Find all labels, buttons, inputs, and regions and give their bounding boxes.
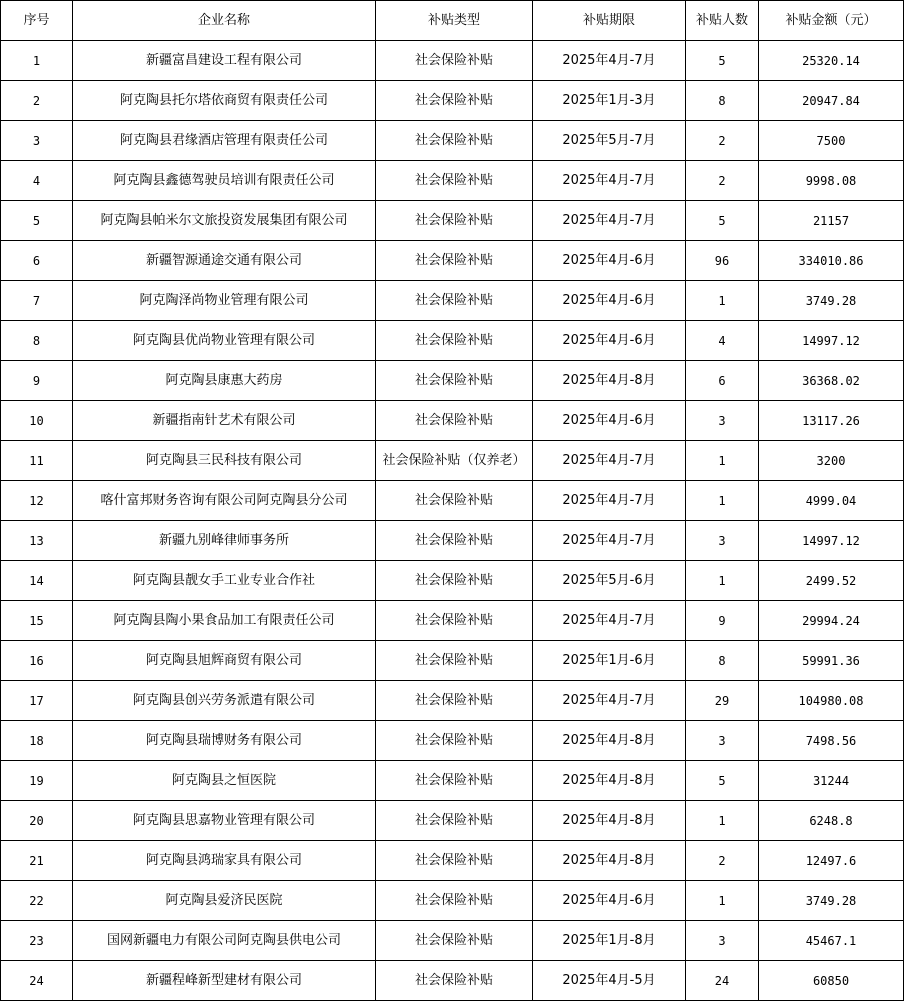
cell-amount: 334010.86 (759, 241, 904, 281)
cell-amount: 14997.12 (759, 521, 904, 561)
cell-people: 3 (686, 521, 759, 561)
cell-people: 3 (686, 401, 759, 441)
cell-company: 新疆指南针艺术有限公司 (73, 401, 376, 441)
cell-period: 2025年1月-8月 (533, 921, 686, 961)
cell-people: 2 (686, 161, 759, 201)
cell-amount: 3749.28 (759, 881, 904, 921)
cell-amount: 9998.08 (759, 161, 904, 201)
cell-period: 2025年4月-6月 (533, 281, 686, 321)
cell-people: 9 (686, 601, 759, 641)
cell-amount: 3749.28 (759, 281, 904, 321)
cell-company: 喀什富邦财务咨询有限公司阿克陶县分公司 (73, 481, 376, 521)
cell-type: 社会保险补贴 (376, 921, 533, 961)
header-people: 补贴人数 (686, 1, 759, 41)
cell-type: 社会保险补贴 (376, 361, 533, 401)
table-row (1, 841, 904, 881)
table-row (1, 761, 904, 801)
table-row (1, 641, 904, 681)
cell-amount: 25320.14 (759, 41, 904, 81)
cell-period: 2025年4月-7月 (533, 201, 686, 241)
cell-period: 2025年4月-7月 (533, 681, 686, 721)
cell-company: 阿克陶县君缘酒店管理有限责任公司 (73, 121, 376, 161)
cell-amount: 60850 (759, 961, 904, 1001)
cell-type: 社会保险补贴 (376, 801, 533, 841)
cell-company: 阿克陶县康惠大药房 (73, 361, 376, 401)
cell-no: 15 (1, 601, 73, 641)
cell-period: 2025年4月-6月 (533, 321, 686, 361)
cell-period: 2025年4月-5月 (533, 961, 686, 1001)
cell-type: 社会保险补贴 (376, 241, 533, 281)
cell-no: 18 (1, 721, 73, 761)
header-company: 企业名称 (73, 1, 376, 41)
cell-no: 1 (1, 41, 73, 81)
table-row (1, 161, 904, 201)
cell-no: 19 (1, 761, 73, 801)
cell-people: 2 (686, 121, 759, 161)
cell-type: 社会保险补贴 (376, 201, 533, 241)
cell-type: 社会保险补贴 (376, 281, 533, 321)
cell-no: 13 (1, 521, 73, 561)
cell-amount: 14997.12 (759, 321, 904, 361)
cell-people: 1 (686, 481, 759, 521)
cell-no: 5 (1, 201, 73, 241)
cell-company: 国网新疆电力有限公司阿克陶县供电公司 (73, 921, 376, 961)
cell-no: 7 (1, 281, 73, 321)
cell-company: 阿克陶县创兴劳务派遣有限公司 (73, 681, 376, 721)
cell-people: 24 (686, 961, 759, 1001)
cell-type: 社会保险补贴 (376, 161, 533, 201)
cell-amount: 6248.8 (759, 801, 904, 841)
cell-amount: 31244 (759, 761, 904, 801)
cell-period: 2025年4月-7月 (533, 521, 686, 561)
cell-people: 5 (686, 201, 759, 241)
cell-period: 2025年4月-8月 (533, 761, 686, 801)
cell-amount: 2499.52 (759, 561, 904, 601)
table-row (1, 601, 904, 641)
cell-company: 阿克陶县鸿瑞家具有限公司 (73, 841, 376, 881)
cell-amount: 3200 (759, 441, 904, 481)
cell-no: 16 (1, 641, 73, 681)
cell-period: 2025年5月-7月 (533, 121, 686, 161)
cell-amount: 7498.56 (759, 721, 904, 761)
cell-period: 2025年4月-8月 (533, 361, 686, 401)
cell-type: 社会保险补贴 (376, 721, 533, 761)
cell-period: 2025年4月-7月 (533, 481, 686, 521)
cell-people: 29 (686, 681, 759, 721)
table-row (1, 921, 904, 961)
cell-no: 17 (1, 681, 73, 721)
cell-people: 1 (686, 281, 759, 321)
cell-people: 6 (686, 361, 759, 401)
cell-company: 阿克陶县瑞博财务有限公司 (73, 721, 376, 761)
cell-no: 2 (1, 81, 73, 121)
cell-type: 社会保险补贴 (376, 641, 533, 681)
cell-type: 社会保险补贴 (376, 521, 533, 561)
cell-period: 2025年1月-6月 (533, 641, 686, 681)
table-row (1, 81, 904, 121)
table-row (1, 881, 904, 921)
cell-amount: 104980.08 (759, 681, 904, 721)
table-body (1, 41, 904, 1001)
cell-no: 23 (1, 921, 73, 961)
cell-company: 阿克陶县优尚物业管理有限公司 (73, 321, 376, 361)
cell-amount: 7500 (759, 121, 904, 161)
cell-period: 2025年5月-6月 (533, 561, 686, 601)
cell-people: 4 (686, 321, 759, 361)
cell-type: 社会保险补贴 (376, 681, 533, 721)
cell-company: 新疆智源通途交通有限公司 (73, 241, 376, 281)
header-period: 补贴期限 (533, 1, 686, 41)
cell-company: 阿克陶县思嘉物业管理有限公司 (73, 801, 376, 841)
cell-company: 阿克陶县旭辉商贸有限公司 (73, 641, 376, 681)
cell-period: 2025年4月-7月 (533, 441, 686, 481)
cell-company: 阿克陶县陶小果食品加工有限责任公司 (73, 601, 376, 641)
table-row (1, 721, 904, 761)
header-no: 序号 (1, 1, 73, 41)
cell-period: 2025年4月-6月 (533, 241, 686, 281)
header-type: 补贴类型 (376, 1, 533, 41)
table-row (1, 321, 904, 361)
cell-amount: 13117.26 (759, 401, 904, 441)
cell-people: 96 (686, 241, 759, 281)
table-row (1, 961, 904, 1001)
cell-amount: 29994.24 (759, 601, 904, 641)
table-row (1, 401, 904, 441)
cell-people: 8 (686, 81, 759, 121)
table-row (1, 681, 904, 721)
cell-no: 12 (1, 481, 73, 521)
cell-company: 阿克陶县靓女手工业专业合作社 (73, 561, 376, 601)
cell-amount: 20947.84 (759, 81, 904, 121)
table-row (1, 481, 904, 521)
cell-people: 3 (686, 921, 759, 961)
cell-type: 社会保险补贴 (376, 121, 533, 161)
cell-amount: 21157 (759, 201, 904, 241)
cell-company: 阿克陶泽尚物业管理有限公司 (73, 281, 376, 321)
cell-type: 社会保险补贴 (376, 601, 533, 641)
cell-type: 社会保险补贴 (376, 761, 533, 801)
cell-company: 阿克陶县帕米尔文旅投资发展集团有限公司 (73, 201, 376, 241)
cell-period: 2025年1月-3月 (533, 81, 686, 121)
cell-people: 5 (686, 761, 759, 801)
cell-period: 2025年4月-6月 (533, 881, 686, 921)
cell-no: 10 (1, 401, 73, 441)
cell-people: 1 (686, 441, 759, 481)
cell-people: 1 (686, 801, 759, 841)
table-row (1, 41, 904, 81)
cell-period: 2025年4月-7月 (533, 41, 686, 81)
cell-type: 社会保险补贴 (376, 41, 533, 81)
cell-company: 阿克陶县三民科技有限公司 (73, 441, 376, 481)
cell-amount: 36368.02 (759, 361, 904, 401)
cell-company: 新疆富昌建设工程有限公司 (73, 41, 376, 81)
table-row (1, 361, 904, 401)
table-row (1, 521, 904, 561)
cell-no: 24 (1, 961, 73, 1001)
cell-type: 社会保险补贴 (376, 81, 533, 121)
cell-amount: 4999.04 (759, 481, 904, 521)
cell-no: 6 (1, 241, 73, 281)
cell-type: 社会保险补贴 (376, 841, 533, 881)
cell-people: 8 (686, 641, 759, 681)
table-row (1, 801, 904, 841)
cell-amount: 45467.1 (759, 921, 904, 961)
cell-company: 阿克陶县鑫德驾驶员培训有限责任公司 (73, 161, 376, 201)
cell-period: 2025年4月-8月 (533, 841, 686, 881)
cell-company: 阿克陶县爱济民医院 (73, 881, 376, 921)
cell-company: 新疆九别峰律师事务所 (73, 521, 376, 561)
cell-no: 4 (1, 161, 73, 201)
cell-company: 阿克陶县托尔塔依商贸有限责任公司 (73, 81, 376, 121)
table-row (1, 201, 904, 241)
cell-no: 9 (1, 361, 73, 401)
table-row (1, 561, 904, 601)
cell-period: 2025年4月-7月 (533, 161, 686, 201)
cell-people: 3 (686, 721, 759, 761)
cell-type: 社会保险补贴 (376, 401, 533, 441)
cell-no: 22 (1, 881, 73, 921)
header-row (1, 1, 904, 41)
cell-type: 社会保险补贴 (376, 561, 533, 601)
cell-no: 11 (1, 441, 73, 481)
cell-amount: 59991.36 (759, 641, 904, 681)
cell-no: 14 (1, 561, 73, 601)
cell-period: 2025年4月-8月 (533, 721, 686, 761)
cell-company: 阿克陶县之恒医院 (73, 761, 376, 801)
cell-people: 5 (686, 41, 759, 81)
cell-amount: 12497.6 (759, 841, 904, 881)
cell-no: 21 (1, 841, 73, 881)
table-row (1, 121, 904, 161)
cell-company: 新疆程峰新型建材有限公司 (73, 961, 376, 1001)
cell-no: 20 (1, 801, 73, 841)
cell-people: 2 (686, 841, 759, 881)
cell-period: 2025年4月-8月 (533, 801, 686, 841)
cell-type: 社会保险补贴 (376, 881, 533, 921)
cell-period: 2025年4月-7月 (533, 601, 686, 641)
cell-people: 1 (686, 561, 759, 601)
cell-no: 3 (1, 121, 73, 161)
cell-type: 社会保险补贴 (376, 321, 533, 361)
header-amount: 补贴金额（元） (759, 1, 904, 41)
cell-no: 8 (1, 321, 73, 361)
cell-period: 2025年4月-6月 (533, 401, 686, 441)
cell-type: 社会保险补贴 (376, 481, 533, 521)
table-row (1, 281, 904, 321)
cell-type: 社会保险补贴 (376, 961, 533, 1001)
cell-type: 社会保险补贴（仅养老） (376, 441, 533, 481)
table-row (1, 441, 904, 481)
cell-people: 1 (686, 881, 759, 921)
table-row (1, 241, 904, 281)
